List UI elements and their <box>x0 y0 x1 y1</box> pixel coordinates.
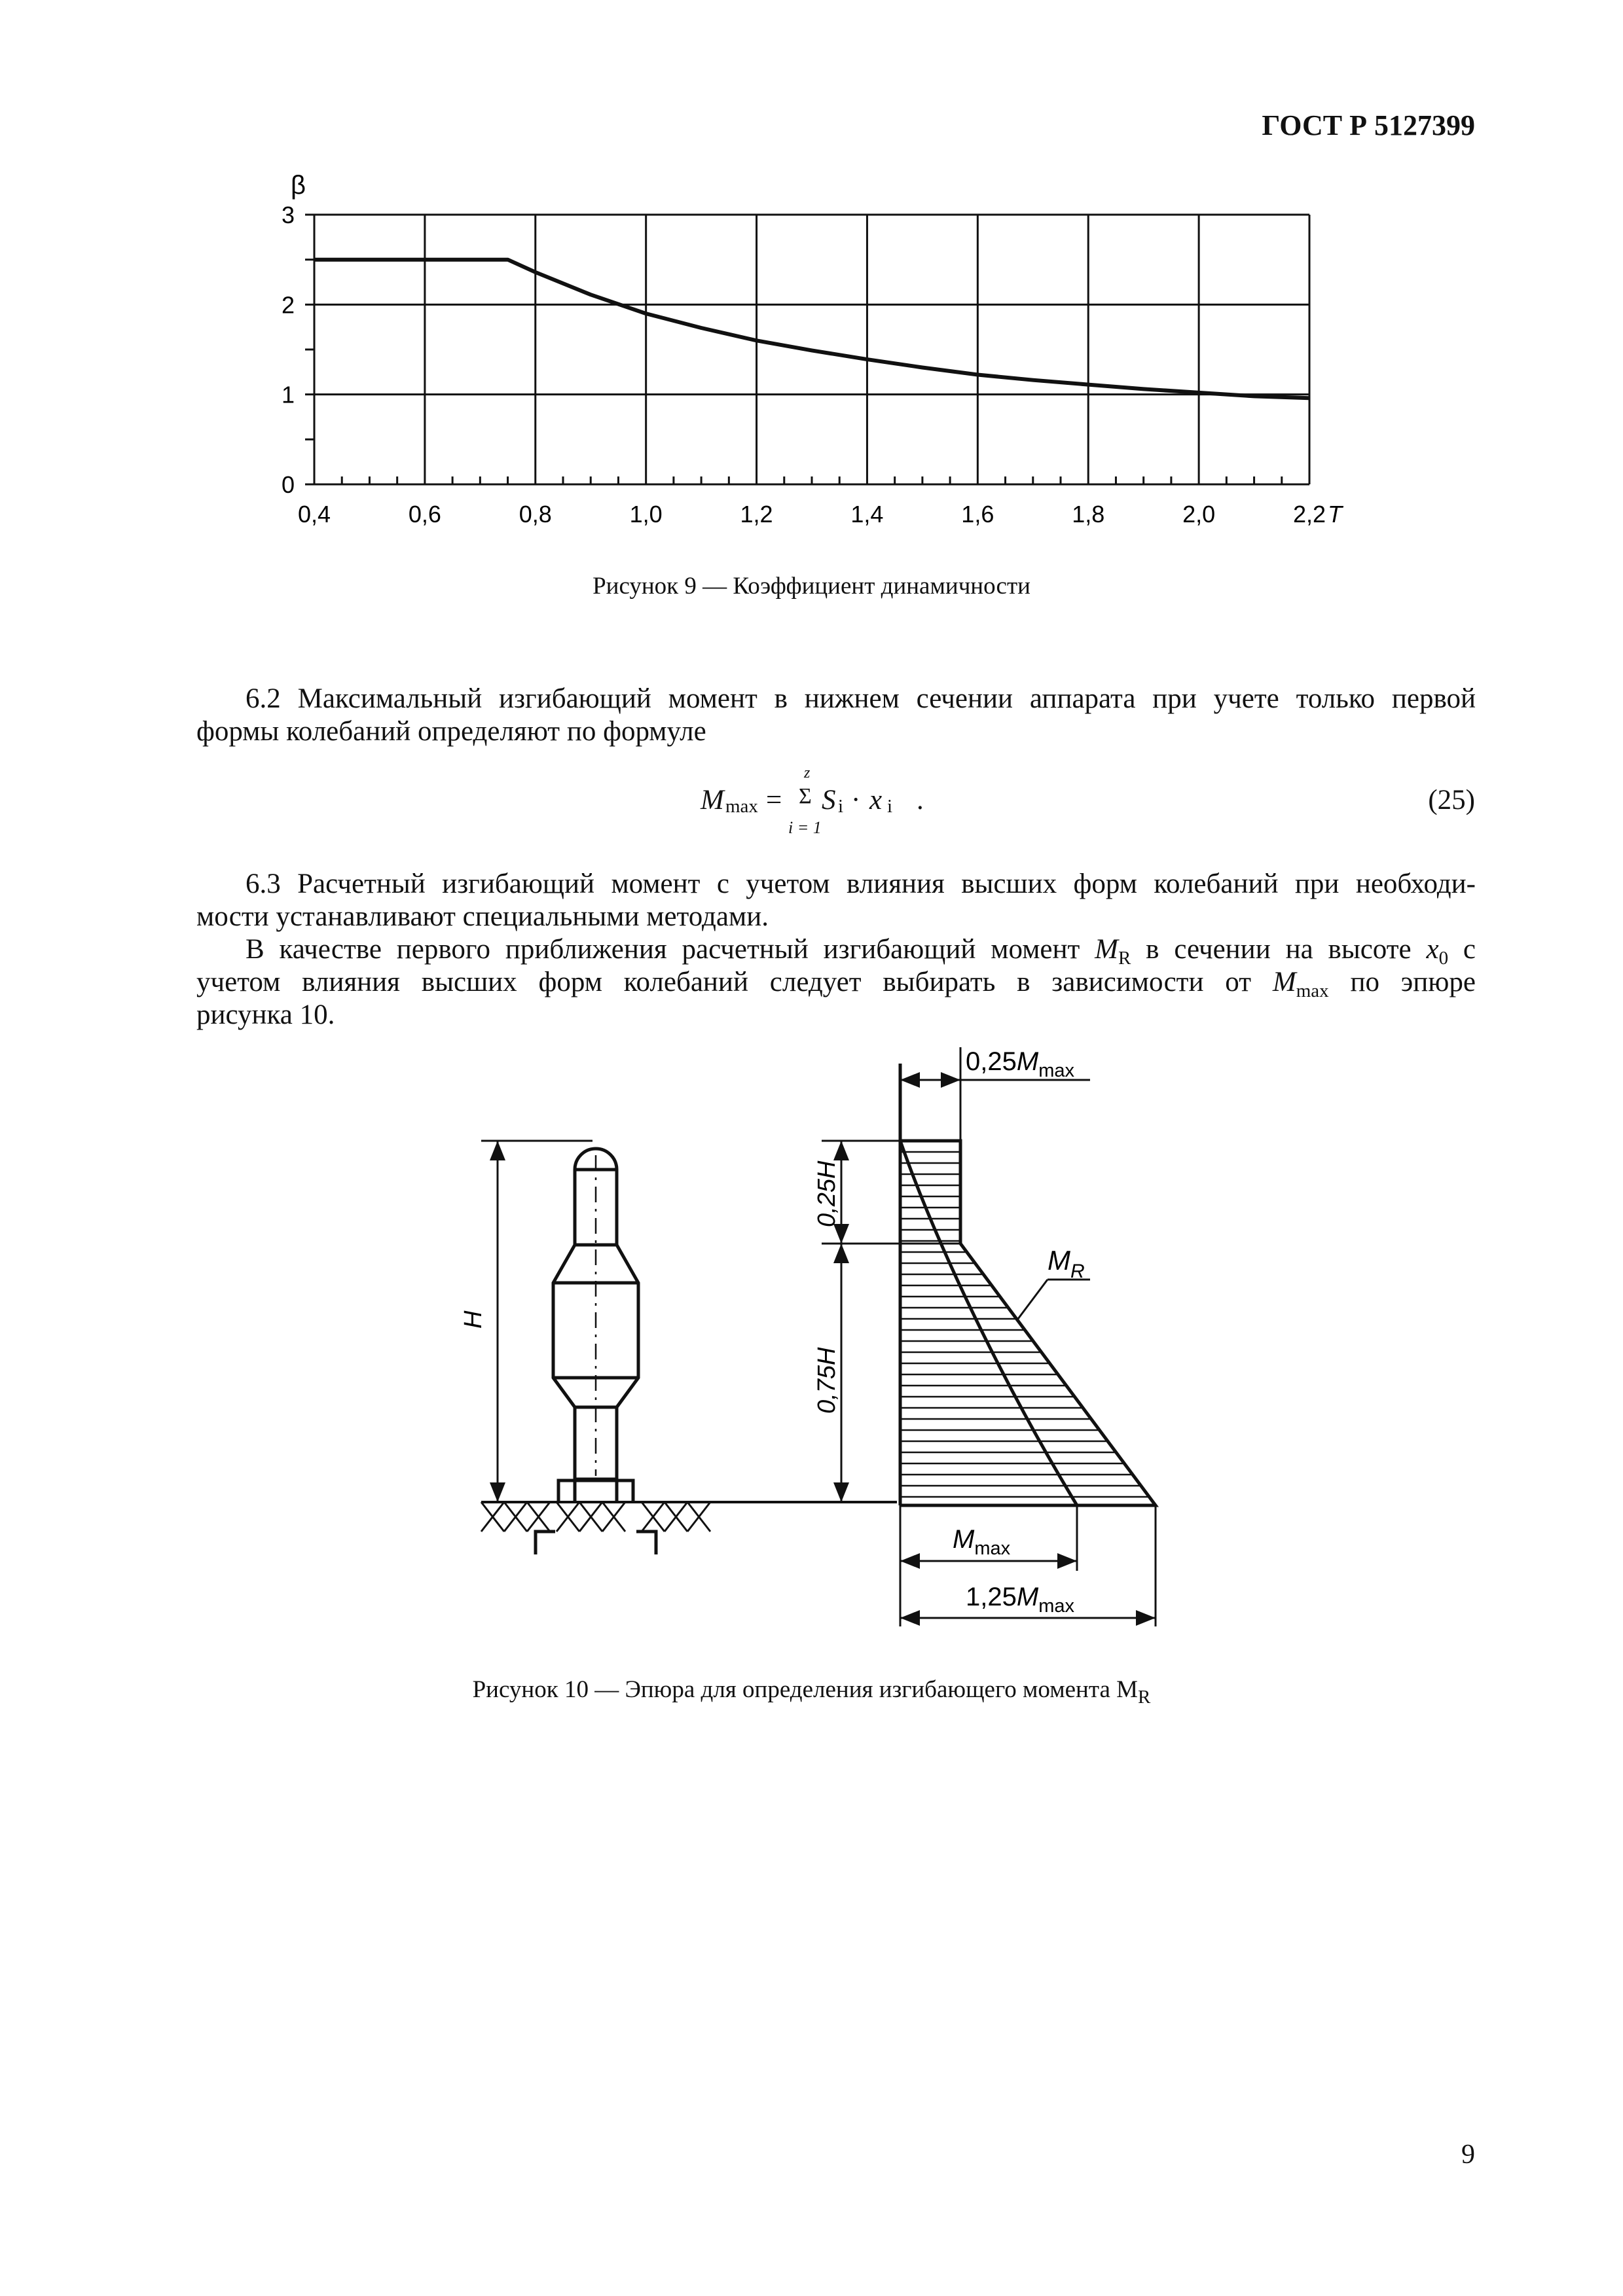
formula-equals: = <box>766 785 782 816</box>
document-header: ГОСТ Р 5127399 <box>1262 109 1475 141</box>
x-tick-label: 0,8 <box>519 501 552 528</box>
x-tick-label: 1,8 <box>1072 501 1105 528</box>
y-tick-label: 1 <box>281 381 295 408</box>
figure-10-caption-main: Рисунок 10 — Эпюра для определения изгибающего момента M <box>472 1676 1139 1703</box>
chart-x-tick-labels <box>298 501 1326 528</box>
dimension-025h-075h <box>822 1141 960 1502</box>
x-tick-label: 0,6 <box>408 501 441 528</box>
approx-var-x: x <box>1426 934 1439 965</box>
label-mmax-sub: max <box>974 1538 1011 1559</box>
label-mr-sub: R <box>1070 1261 1085 1282</box>
section-6-3-line-1: 6.3 Расчетный изгибающий момент с учетом влияния высших форм колебаний при необходи- <box>246 869 1476 899</box>
x-tick-label: 2,0 <box>1182 501 1216 528</box>
approx-text-2a: учетом влияния высших форм колебаний следует выбирать в зависимости от <box>196 967 1273 997</box>
page-number: 9 <box>1461 2140 1475 2170</box>
figure-10-diagram <box>0 1021 1623 1662</box>
x-tick-label: 0,4 <box>297 501 331 528</box>
approx-var-m: M <box>1095 934 1118 965</box>
section-6-2-line-2: формы колебаний определяют по формуле <box>196 716 706 747</box>
formula-s-sub: i <box>838 796 844 817</box>
y-tick-label: 2 <box>281 291 295 319</box>
chart-y-axis-label: β <box>291 171 306 200</box>
section-6-3-line-2: мости устанавливают специальными методами. <box>196 901 769 932</box>
approx-text-1a: В качестве первого приближения расчетный изгибающий момент <box>246 934 1095 965</box>
x-tick-label: 1,0 <box>629 501 663 528</box>
formula-number: (25) <box>1428 785 1475 816</box>
label-025h: 0,25H <box>813 1160 841 1227</box>
label-mr <box>1048 1245 1085 1282</box>
figure-9-chart <box>262 164 1375 543</box>
x-tick-label: 1,4 <box>850 501 884 528</box>
ground-hatching <box>481 1502 710 1532</box>
formula-sum-lower: i = 1 <box>788 818 822 837</box>
label-mmax-var: M <box>953 1525 975 1554</box>
formula-lhs-sub: max <box>725 796 758 817</box>
label-top-var: M <box>1016 1047 1039 1076</box>
approx-para-line-3: рисунка 10. <box>196 999 335 1030</box>
formula-25 <box>701 764 1159 856</box>
epure-outline <box>900 1064 1156 1505</box>
figure-10-caption <box>0 1676 1623 1708</box>
formula-sum-sign: Σ <box>799 784 812 808</box>
label-125-sub: max <box>1038 1596 1074 1617</box>
x-tick-label: 1,2 <box>740 501 773 528</box>
approx-var-m-sub: R <box>1118 948 1131 969</box>
formula-end-dot: . <box>917 785 924 816</box>
label-mmax <box>953 1525 1011 1559</box>
approx-var-mmax-sub: max <box>1296 980 1329 1001</box>
formula-dot: · <box>851 785 861 816</box>
formula-s: S <box>822 785 836 816</box>
formula-x-sub: i <box>887 796 893 817</box>
figure-9-caption: Рисунок 9 — Коэффициент динамичности <box>593 573 1030 600</box>
approx-var-mmax: M <box>1272 967 1296 997</box>
approx-text-2b: по эпюре <box>1328 967 1476 997</box>
approx-var-x-sub: 0 <box>1438 948 1449 969</box>
label-075h: 0,75H <box>813 1347 841 1414</box>
label-top-num: 0,25 <box>966 1047 1017 1076</box>
formula-lhs: M <box>701 785 724 816</box>
approx-text-1c: с <box>1448 934 1476 965</box>
label-125-var: M <box>1016 1583 1039 1611</box>
chart-x-axis-label: T <box>1328 501 1342 528</box>
x-tick-label: 1,6 <box>961 501 994 528</box>
chart-y-tick-labels <box>282 202 295 498</box>
figure-10-caption-sub: R <box>1138 1687 1151 1708</box>
x-tick-label: 2,2 <box>1292 501 1326 528</box>
formula-sum-upper: z <box>804 764 811 781</box>
approx-text-1b: в сечении на высоте <box>1131 934 1427 965</box>
y-tick-label: 0 <box>281 471 295 498</box>
label-mr-var: M <box>1048 1245 1070 1276</box>
y-tick-label: 3 <box>281 202 295 228</box>
label-top-sub: max <box>1038 1060 1074 1081</box>
section-6-2-line-1: 6.2 Максимальный изгибающий момент в нижнем сечении аппарата при учете только первой <box>246 683 1476 714</box>
formula-x: x <box>869 785 883 816</box>
chart-ticks <box>305 260 1282 484</box>
label-125-num: 1,25 <box>966 1583 1017 1611</box>
chart-series-line <box>314 260 1309 399</box>
mr-leader <box>1018 1280 1048 1319</box>
label-125mmax <box>966 1583 1074 1617</box>
label-h: H <box>460 1310 487 1329</box>
label-top <box>966 1047 1074 1081</box>
